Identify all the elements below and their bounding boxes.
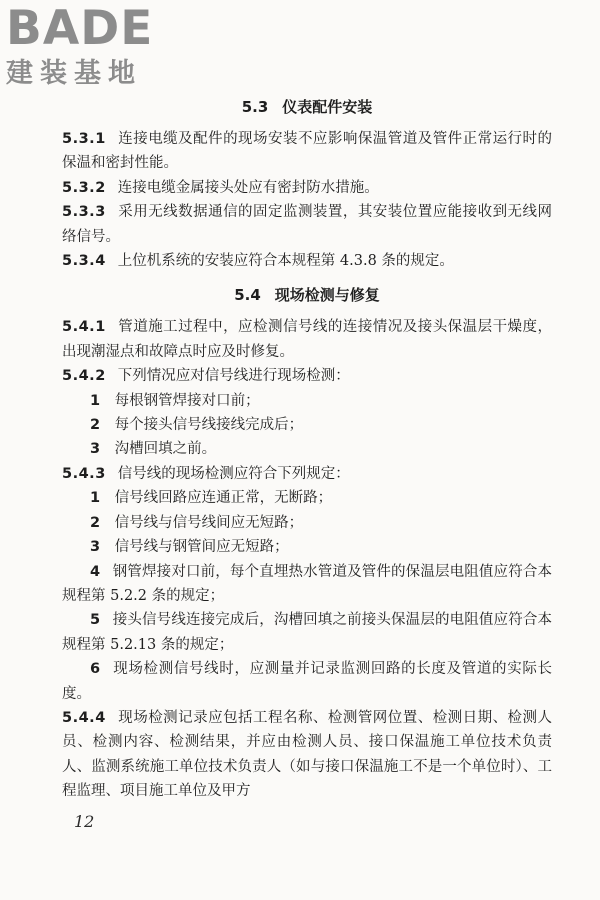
clause-5-4-4 (62, 706, 552, 804)
clause-text: 连接电缆金属接头处应有密封防水措施。 (117, 179, 379, 196)
clause-text: 信号线的现场检测应符合下列规定： (117, 465, 350, 482)
section-title: 仪表配件安装 (282, 98, 373, 116)
item-text: 每个接头信号线接线完成后； (114, 417, 304, 434)
clause-5-4-1 (62, 315, 552, 364)
clause-number: 5.3.1 (62, 131, 106, 147)
item-number: 4 (90, 563, 101, 580)
item-number: 2 (90, 417, 101, 434)
item-text: 每根钢管焊接对口前； (114, 392, 260, 409)
item-number: 5 (90, 612, 101, 629)
clause-number: 5.4.4 (62, 709, 106, 726)
clause-5-3-4 (62, 249, 552, 273)
list-item (62, 608, 552, 657)
logo-chinese-text: 建装基地 (6, 58, 142, 89)
item-number: 1 (90, 392, 101, 409)
clause-text: 现场检测记录应包括工程名称、检测管网位置、检测日期、检测人员、检测内容、检测结果，并应由检测人员、接口保温施工单位技术负责人、监测系统施工单位技术负责人（如与接口保温施工不是一个单位时）、工程监理、项目施工单位及甲方 (62, 709, 552, 800)
list-item (62, 389, 552, 413)
item-number: 2 (90, 514, 101, 531)
clause-number: 5.4.3 (62, 465, 106, 482)
item-number: 6 (90, 661, 101, 678)
clause-5-3-1 (62, 127, 552, 176)
list-item (62, 413, 552, 437)
clause-number: 5.3.2 (62, 179, 106, 196)
clause-text: 采用无线数据通信的固定监测装置，其安装位置应能接收到无线网络信号。 (62, 204, 552, 245)
clause-number: 5.4.1 (62, 319, 106, 336)
page-content (62, 95, 552, 804)
clause-5-4-3 (62, 462, 552, 486)
item-number: 3 (90, 539, 101, 556)
list-item (62, 511, 552, 535)
page-number: 12 (74, 812, 95, 831)
clause-number: 5.3.4 (62, 253, 106, 270)
section-number: 5.3 (241, 98, 269, 116)
clause-number: 5.4.2 (62, 368, 106, 385)
item-text: 信号线与钢管间应无短路； (114, 539, 289, 556)
item-number: 1 (90, 490, 101, 507)
item-text: 接头信号线连接完成后，沟槽回填之前接头保温层的电阻值应符合本规程第 5.2.13 条的规定； (62, 612, 552, 653)
clause-5-3-3 (62, 200, 552, 249)
bade-logo (6, 1, 176, 96)
clause-5-4-2 (62, 364, 552, 388)
item-text: 信号线回路应连通正常，无断路； (114, 490, 333, 507)
clause-text: 连接电缆及配件的现场安装不应影响保温管道及管件正常运行时的保温和密封性能。 (62, 131, 552, 172)
list-item (62, 535, 552, 559)
logo-wordmark: BADE (6, 1, 154, 56)
item-number: 3 (90, 441, 101, 458)
item-text: 钢管焊接对口前，每个直埋热水管道及管件的保温层电阻值应符合本规程第 5.2.2 条的规定； (62, 563, 552, 604)
item-text: 沟槽回填之前。 (114, 441, 217, 458)
section-heading-5-4 (62, 283, 552, 307)
section-title: 现场检测与修复 (274, 286, 380, 305)
list-item (62, 560, 552, 609)
item-text: 现场检测信号线时，应测量并记录监测回路的长度及管道的实际长度。 (62, 661, 552, 702)
clause-number: 5.3.3 (62, 204, 106, 221)
clause-text: 上位机系统的安装应符合本规程第 4.3.8 条的规定。 (117, 253, 454, 270)
clause-text: 下列情况应对信号线进行现场检测： (117, 368, 350, 385)
list-item (62, 437, 552, 461)
item-text: 信号线与信号线间应无短路； (114, 514, 304, 531)
list-item (62, 657, 552, 706)
section-number: 5.4 (234, 286, 261, 305)
clause-text: 管道施工过程中，应检测信号线的连接情况及接头保温层干燥度，出现潮湿点和故障点时应及时修复。 (62, 319, 552, 360)
clause-5-3-2 (62, 176, 552, 200)
list-item (62, 486, 552, 510)
section-heading-5-3 (62, 95, 552, 119)
